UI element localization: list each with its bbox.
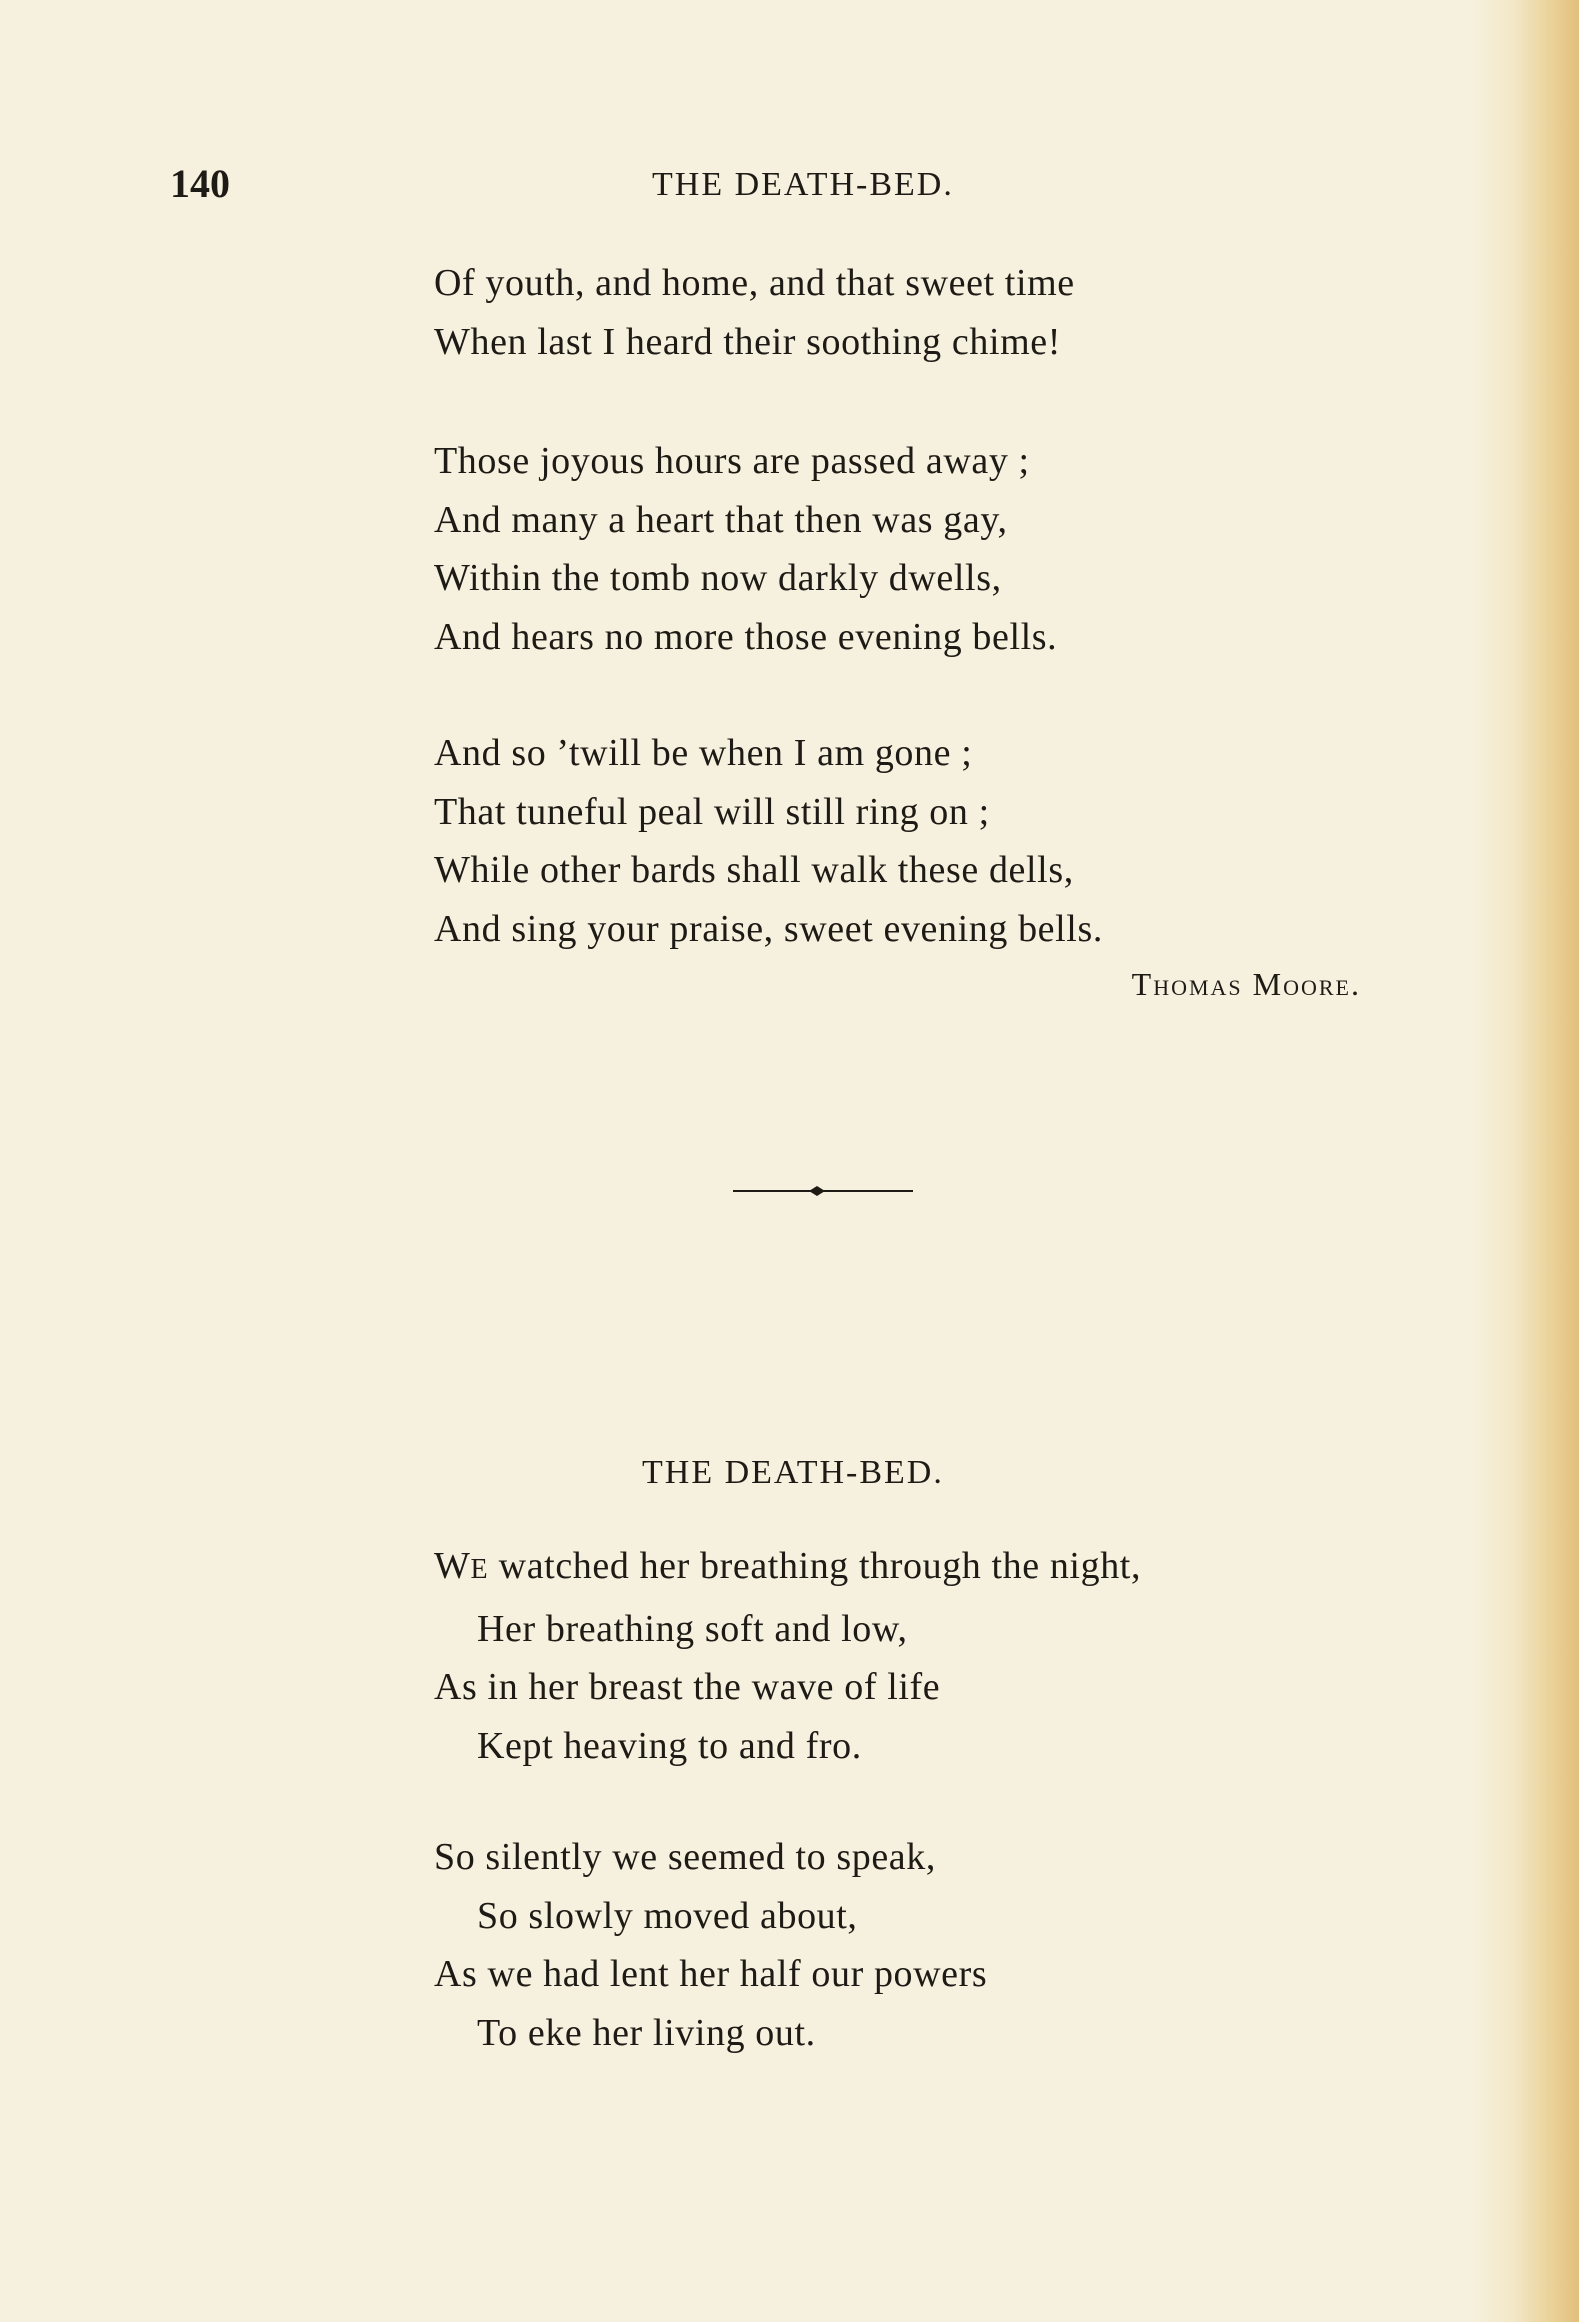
page-edge-shading — [1469, 0, 1579, 2322]
poem-title: THE DEATH-BED. — [642, 1454, 944, 1491]
verse-line: To eke her living out. — [477, 2011, 816, 2054]
previous-poem-stanza-1 — [434, 254, 1434, 371]
previous-poem-stanza-3 — [434, 724, 1434, 958]
verse-line: As in her breast the wave of life — [434, 1666, 941, 1709]
first-line-text: watched her breathing through the night, — [488, 1545, 1142, 1587]
verse-line: Those joyous hours are passed away ; — [434, 440, 1030, 482]
poem-attribution: Thomas Moore. — [1131, 966, 1361, 1002]
verse-line: Within the tomb now darkly dwells, — [434, 557, 1002, 600]
running-title: THE DEATH-BED. — [652, 166, 954, 203]
verse-line: As we had lent her half our powers — [434, 1953, 988, 1996]
verse-line: Her breathing soft and low, — [477, 1607, 908, 1650]
initial-word-rest: E — [470, 1554, 489, 1585]
verse-line: That tuneful peal will still ring on ; — [434, 790, 990, 833]
verse-line: So silently we seemed to speak, — [434, 1836, 936, 1878]
poem-stanza-1 — [434, 1537, 1434, 1775]
verse-line: Kept heaving to and fro. — [477, 1724, 862, 1767]
verse-line: And so ’twill be when I am gone ; — [434, 732, 973, 774]
section-divider-ornament — [733, 1184, 913, 1198]
verse-line: And many a heart that then was gay, — [434, 498, 1008, 541]
verse-line: So slowly moved about, — [477, 1894, 858, 1937]
verse-line-first — [434, 1537, 1434, 1600]
page-number: 140 — [170, 161, 230, 206]
verse-line: When last I heard their soothing chime! — [434, 320, 1061, 363]
verse-line: And hears no more those evening bells. — [434, 615, 1058, 658]
previous-poem-stanza-2 — [434, 432, 1434, 666]
running-head — [0, 160, 1579, 210]
poem-stanza-2 — [434, 1828, 1434, 2062]
verse-line: And sing your praise, sweet evening bells. — [434, 907, 1103, 950]
verse-line: While other bards shall walk these dells, — [434, 849, 1074, 892]
verse-line: Of youth, and home, and that sweet time — [434, 262, 1075, 304]
initial-letter: W — [434, 1545, 471, 1587]
